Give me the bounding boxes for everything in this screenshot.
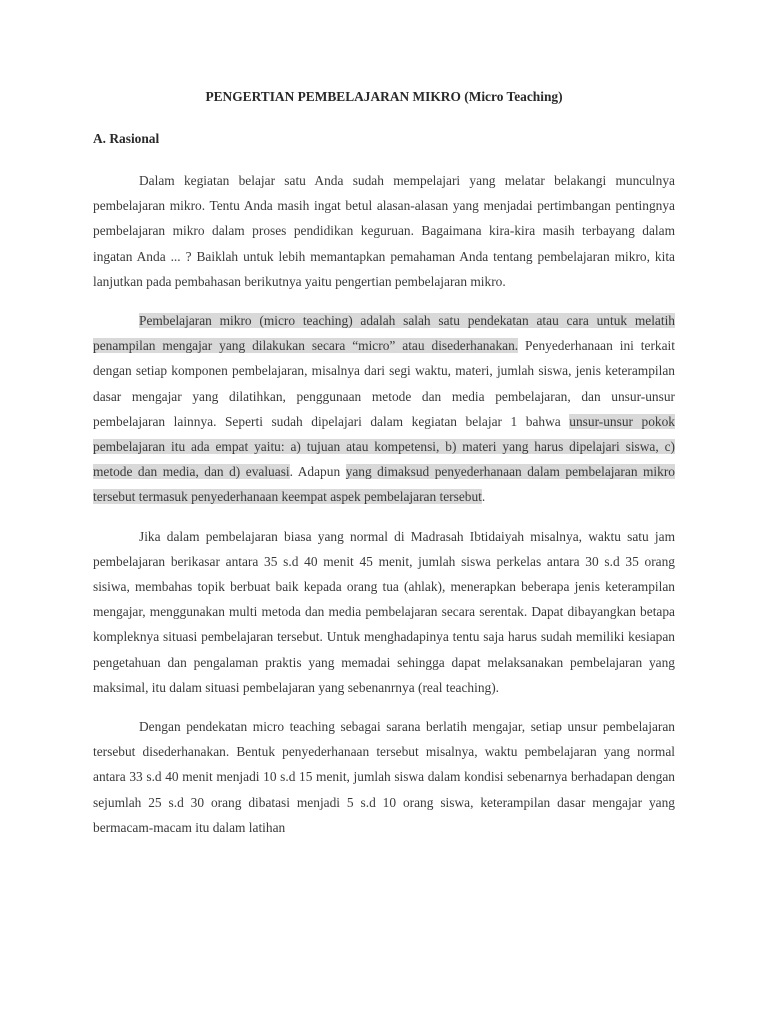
highlighted-text: Pembelajaran mikro (micro teaching) adalah salah satu pendekatan atau cara untuk melatih penampilan mengajar yang dilakukan secara “micro” atau disederhanakan. <box>93 313 675 354</box>
section-heading: A. Rasional <box>93 131 160 146</box>
paragraph-2 <box>93 308 675 510</box>
paragraph-1: Dalam kegiatan belajar satu Anda sudah mempelajari yang melatar belakangi munculnya pembelajaran mikro. Tentu Anda masih ingat betul alasan-alasan yang menjadai pertimbangan pentingnya pembelajaran mikro dalam proses pendidikan keguruan. Bagaimana kira-kira masih terbayang dalam ingatan Anda ... ? Baiklah untuk lebih memantapkan pemahaman Anda tentang pembelajaran mikro, kita lanjutkan pada pembahasan berikutnya yaitu pengertian pembelajaran mikro. <box>93 173 675 289</box>
paragraph-text: . Adapun <box>289 464 346 480</box>
document-title: PENGERTIAN PEMBELAJARAN MIKRO (Micro Teaching) <box>205 89 563 104</box>
paragraph-text: . <box>481 489 486 505</box>
paragraph-4: Dengan pendekatan micro teaching sebagai sarana berlatih mengajar, setiap unsur pembelajaran tersebut disederhanakan. Bentuk penyederhanaan tersebut misalnya, waktu pembelajaran yang normal antara 33 s.d 40 menit menjadi 10 s.d 15 menit, jumlah siswa dalam kondisi sebenarnya berhadapan dengan sejumlah 25 s.d 30 orang dibatasi menjadi 5 s.d 10 orang siswa, keterampilan dasar mengajar yang bermacam-macam itu dalam latihan <box>93 719 675 835</box>
highlighted-text: yang dimaksud penyederhanaan dalam pembelajaran mikro tersebut termasuk penyederhanaan keempat aspek pembelajaran tersebut <box>93 464 676 505</box>
paragraph-3: Jika dalam pembelajaran biasa yang normal di Madrasah Ibtidaiyah misalnya, waktu satu jam pembelajaran berikasar antara 35 s.d 40 menit 45 menit, jumlah siswa perkelas antara 30 s.d 35 orang sisiwa, membahas topik berbuat baik kepada orang tua (ahlak), menerapkan beberapa jenis keterampilan mengajar, menggunakan multi metoda dan media pembelajaran secara serentak. Dapat dibayangkan betapa kompleknya situasi pembelajaran tersebut. Untuk menghadapinya tentu saja harus sudah memiliki kesiapan pengetahuan dan pengalaman praktis yang memadai sehingga dapat melaksanakan pembelajaran yang maksimal, itu dalam situasi pembelajaran yang sebenanrnya (real teaching). <box>93 528 675 695</box>
document-page <box>93 86 675 854</box>
paragraph-text: Penyederhanaan ini terkait dengan setiap komponen pembelajaran, misalnya dari segi waktu, materi, jumlah siswa, jenis keterampilan dasar mengajar yang dilatihkan, penggunaan metode dan media pembelajaran, dan unsur-unsur pembelajaran lainnya. Seperti sudah dipelajari dalam kegiatan belajar 1 bahwa <box>93 338 675 429</box>
highlighted-text: unsur-unsur pokok pembelajaran itu ada empat yaitu: a) tujuan atau kompetensi, b) materi yang harus dipelajari siswa, c) metode dan media, dan d) evaluasi <box>93 413 675 480</box>
